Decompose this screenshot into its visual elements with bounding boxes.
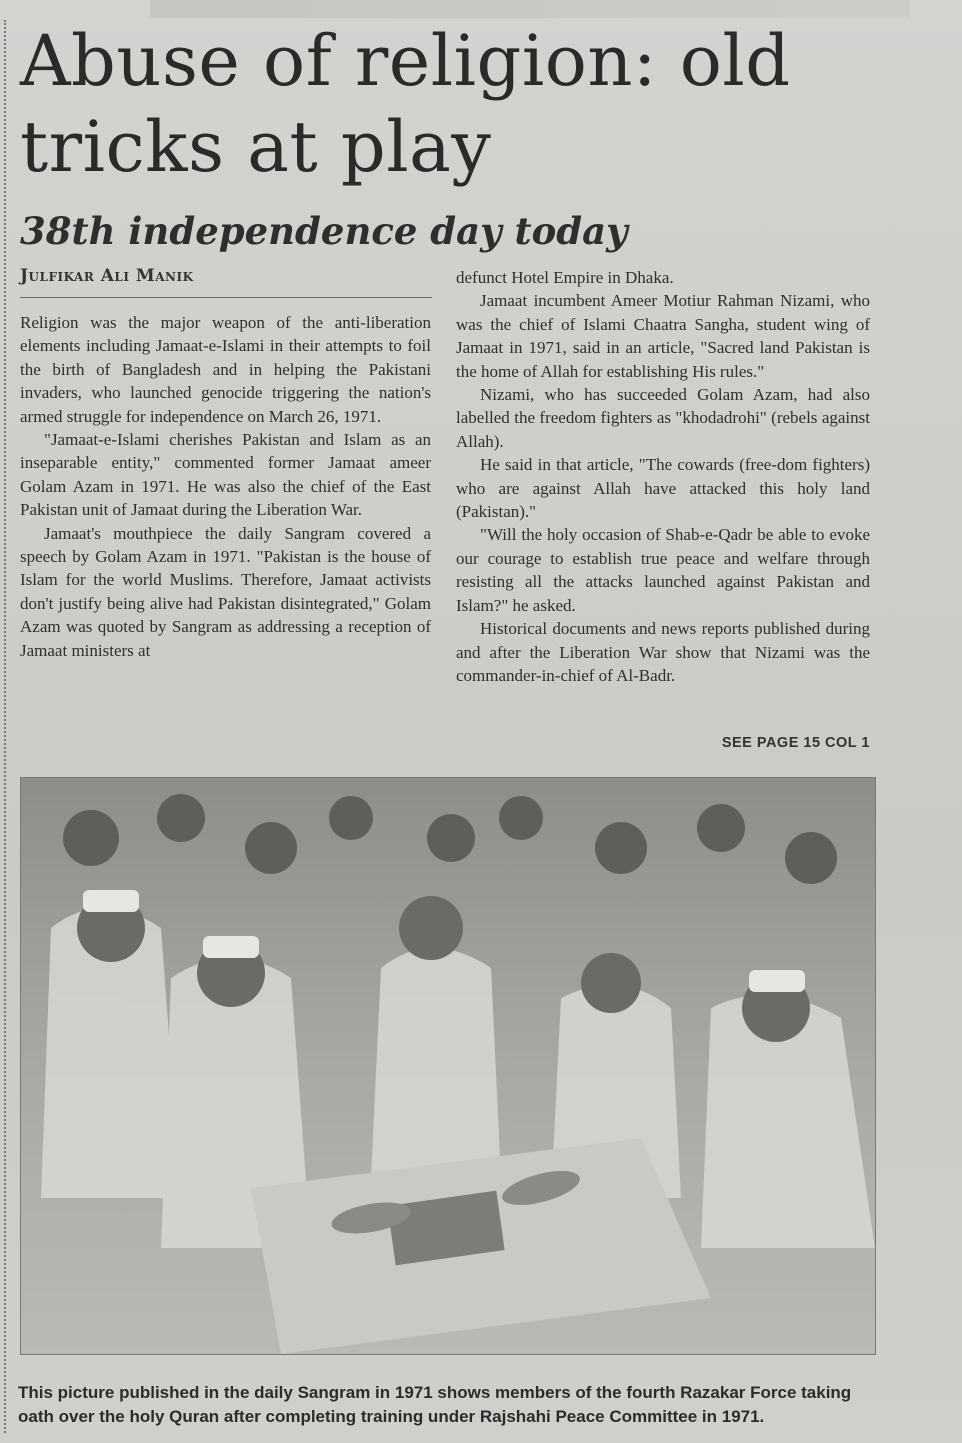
paragraph: defunct Hotel Empire in Dhaka. bbox=[456, 268, 674, 287]
paragraph: Historical documents and news reports published during and after the Liberation War show that Nizami was the commander-in-chief of Al-Badr. bbox=[456, 619, 870, 685]
byline: Julfikar Ali Manik bbox=[20, 266, 194, 286]
byline-divider bbox=[20, 297, 432, 298]
paragraph: Jamaat incumbent Ameer Motiur Rahman Nizami, who was the chief of Islami Chaatra Sangha, student wing of Jamaat in 1971, said in an article, "Sacred land Pakistan is the home of Allah for establishing His rules." bbox=[456, 291, 870, 381]
continuation-reference: SEE PAGE 15 COL 1 bbox=[721, 735, 870, 751]
photo-illustration bbox=[21, 778, 875, 1354]
previous-article-strip bbox=[150, 0, 910, 18]
article-column-right bbox=[456, 266, 870, 687]
article-column-left bbox=[20, 311, 431, 662]
paragraph: Nizami, who has succeeded Golam Azam, had also labelled the freedom fighters as "khodadrohi" (rebels against Allah). bbox=[456, 385, 870, 451]
dotted-column-rule bbox=[4, 20, 6, 1433]
news-photo bbox=[20, 777, 876, 1355]
paragraph: Jamaat's mouthpiece the daily Sangram covered a speech by Golam Azam in 1971. "Pakistan is the house of Islam for the world Muslims. Therefore, Jamaat activists don't justify being alive had Pakistan disintegrated," Golam Azam was quoted by Sangram as addressing a reception of Jamaat ministers at bbox=[20, 523, 431, 660]
paragraph: "Will the holy occasion of Shab-e-Qadr be able to evoke our courage to establish true peace and welfare through resisting all the attacks launched against Pakistan and Islam?" he asked. bbox=[456, 525, 870, 615]
subheadline: 38th independence day today bbox=[20, 209, 628, 253]
headline: Abuse of religion: old tricks at play bbox=[20, 20, 791, 188]
paragraph: He said in that article, "The cowards (free-dom fighters) who are against Allah have attacked this holy land (Pakistan)." bbox=[456, 455, 870, 522]
paragraph: "Jamaat-e-Islami cherishes Pakistan and Islam as an inseparable entity," commented former Jamaat ameer Golam Azam in 1971. He was also the chief of the East Pakistan unit of Jamaat during the Liberation War. bbox=[20, 430, 431, 520]
paragraph: Religion was the major weapon of the anti-liberation elements including Jamaat-e-Islami in their attempts to foil the birth of Bangladesh and in helping the Pakistani invaders, who launched genocide triggering the nation's armed struggle for independence on March 26, 1971. bbox=[20, 313, 431, 426]
photo-caption: This picture published in the daily Sangram in 1971 shows members of the fourth Razakar Force taking oath over the holy Quran after completing training under Rajshahi Peace Committee in 1971. bbox=[18, 1383, 852, 1426]
